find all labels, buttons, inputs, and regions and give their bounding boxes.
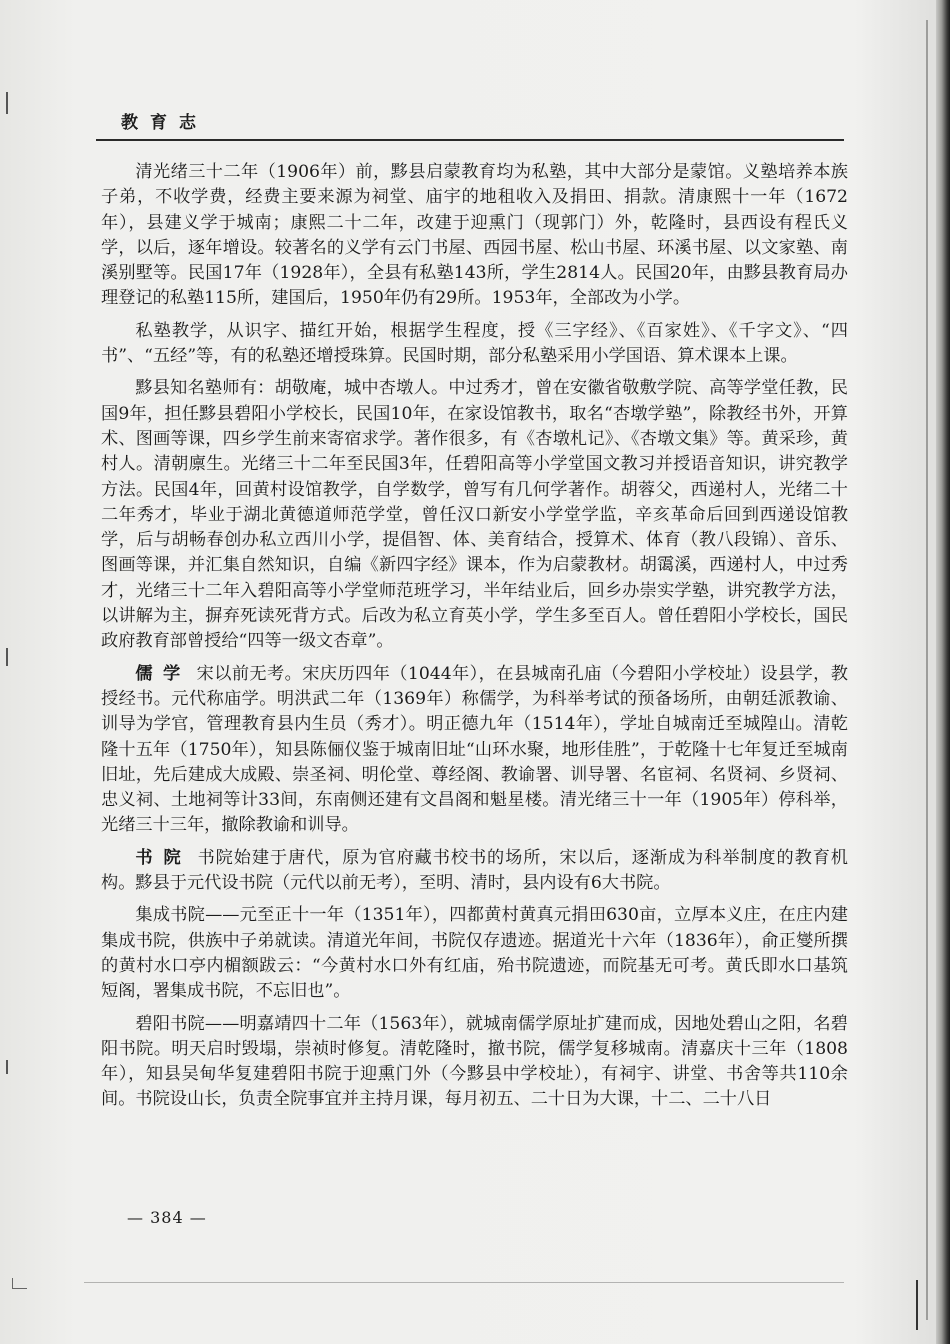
scan-edge-line [926, 20, 928, 1320]
paragraph-text: 集成书院——元至正十一年（1351年），四都黄村黄真元捐田630亩，立厚本义庄，在庄内建集成书院，供族中子弟就读。清道光年间，书院仅存遗迹。据道光十六年（1836年），俞正燮所撰的黄村水口亭内楣额跋云：“今黄村水口外有红庙，殆书院遗迹，而院基无可考。黄氏即水口基筑短阁，署集成书院，不忘旧也”。 [101, 905, 848, 1002]
paragraph [101, 376, 848, 654]
paragraph-text: 碧阳书院——明嘉靖四十二年（1563年），就城南儒学原址扩建而成，因地处碧山之阳，名碧阳书院。明天启时毁塌，崇祯时修复。清乾隆时，撤书院，儒学复移城南。清嘉庆十三年（1808年），知县吴甸华复建碧阳书院于迎熏门外（今黟县中学校址），有祠宇、讲堂、书舍等共110余间。书院设山长，负责全院事宜并主持月课，每月初五、二十日为大课，十二、二十八日 [101, 1013, 848, 1110]
margin-mark [6, 92, 8, 114]
paragraph-text: 书院始建于唐代，原为官府藏书校书的场所，宋以后，逐渐成为科举制度的教育机构。黟县于元代设书院（元代以前无考），至明、清时，县内设有6大书院。 [101, 847, 848, 894]
paragraph-text: 清光绪三十二年（1906年）前，黟县启蒙教育均为私塾，其中大部分是蒙馆。义塾培养本族子弟，不收学费，经费主要来源为祠堂、庙宇的地租收入及捐田、捐款。清康熙十一年（1672年），县建义学于城南；康熙二十二年，改建于迎熏门（现郭门）外，乾隆时，县西设有程氏义学，以后，逐年增设。较著名的义学有云门书屋、西园书屋、松山书屋、环溪书屋、以文家塾、南溪别墅等。民国17年（1928年），全县有私塾143所，学生2814人。民国20年，由黟县教育局办理登记的私塾115所，建国后，1950年仍有29所。1953年，全部改为小学。 [101, 162, 848, 309]
paragraph [101, 1012, 848, 1113]
article-body [101, 160, 848, 1116]
header-rule [96, 139, 844, 141]
section-keyword: 书院 [135, 847, 192, 868]
scan-edge-shadow [936, 0, 950, 1344]
paragraph [101, 846, 848, 897]
crop-mark [12, 1278, 27, 1289]
page-title: 教育志 [121, 113, 208, 133]
paragraph [101, 903, 848, 1004]
paragraph [101, 160, 848, 312]
crop-mark [916, 1280, 918, 1330]
paragraph-text: 私塾教学，从识字、描红开始，根据学生程度，授《三字经》、《百家姓》、《千字文》、“四书”、“五经”等，有的私塾还增授珠算。民国时期，部分私塾采用小学国语、算术课本上课。 [101, 320, 848, 367]
paragraph [101, 662, 848, 839]
bottom-rule [84, 1282, 844, 1283]
section-keyword: 儒学 [135, 663, 191, 684]
margin-mark [6, 648, 8, 666]
paragraph-text: 黟县知名塾师有：胡敬庵，城中杏墩人。中过秀才，曾在安徽省敬敷学院、高等学堂任教，民国9年，担任黟县碧阳小学校长，民国10年，在家设馆教书，取名“杏墩学塾”，除教经书外，开算术、图画等课，四乡学生前来寄宿求学。著作很多，有《杏墩札记》、《杏墩文集》等。黄采珍，黄村人。清朝廪生。光绪三十二年至民国3年，任碧阳高等小学堂国文教习并授语音知识，讲究教学方法。民国4年，回黄村设馆教学，自学数学，曾写有几何学著作。胡蓉父，西递村人，光绪二十二年秀才，毕业于湖北黄德道师范学堂，曾任汉口新安小学堂学监，辛亥革命后回到西递设馆教学，后与胡畅春创办私立西川小学，提倡智、体、美育结合，授算术、体育（教八段锦）、音乐、图画等课，并汇集自然知识，自编《新四字经》课本，作为启蒙教材。胡霭溪，西递村人，中过秀才，光绪三十二年入碧阳高等小学堂师范班学习，半年结业后，回乡办崇实学塾，讲究教学方法，以讲解为主，摒弃死读死背方式。后改为私立育英小学，学生多至百人。曾任碧阳小学校长，国民政府教育部曾授给“四等一级文杏章”。 [101, 378, 848, 652]
margin-mark [6, 1060, 8, 1074]
page-number: — 384 — [127, 1208, 207, 1227]
paragraph [101, 319, 848, 370]
paragraph-text: 宋以前无考。宋庆历四年（1044年），在县城南孔庙（今碧阳小学校址）设县学，教授经书。元代称庙学。明洪武二年（1369年）称儒学，为科举考试的预备场所，由朝廷派教谕、训导为学官，管理教育县内生员（秀才）。明正德九年（1514年），学址自城南迁至城隍山。清乾隆十五年（1750年），知县陈俪仪鉴于城南旧址“山环水聚，地形佳胜”，于乾隆十七年复迁至城南旧址，先后建成大成殿、崇圣祠、明伦堂、尊经阁、教谕署、训导署、名宦祠、名贤祠、乡贤祠、忠义祠、土地祠等计33间，东南侧还建有文昌阁和魁星楼。清光绪三十一年（1905年）停科举，光绪三十三年，撤除教谕和训导。 [101, 663, 848, 836]
